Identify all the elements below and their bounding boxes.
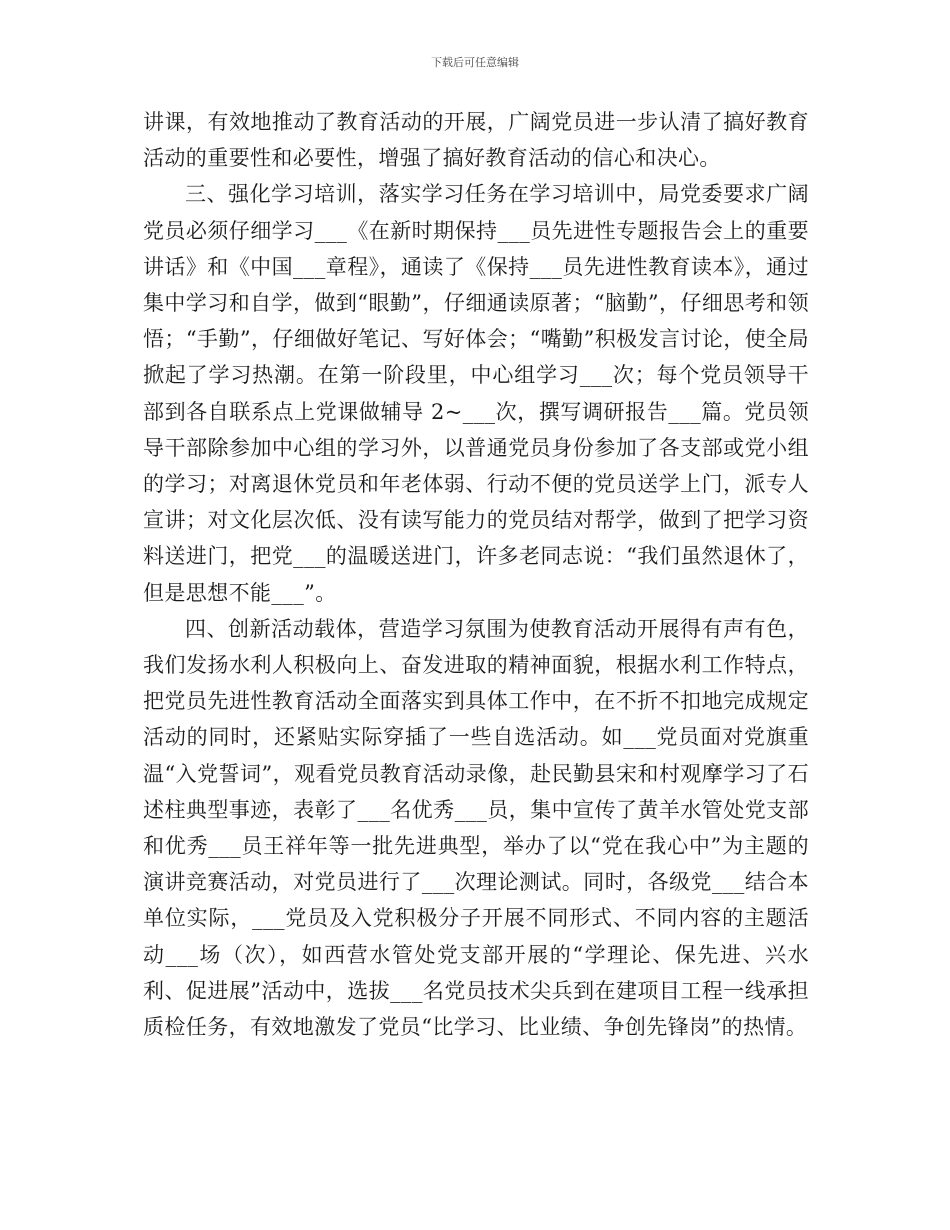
paragraph-study-training: 三、强化学习培训，落实学习任务在学习培训中，局党委要求广阔党员必须仔细学习___《在新时期保持___员先进性专题报告会上的重要讲话》和《中国___章程》，通读了《保持___员先进性教育读本》，通过集中学习和自学，做到“眼勤”，仔细通读原著；“脑勤”，仔细思考和领悟；“手勤”，仔细做好笔记、写好体会；“嘴勤”积极发言讨论，使全局掀起了学习热潮。在第一阶段里，中心组学习___次；每个党员领导干部到各自联系点上党课做辅导 2~___次，撰写调研报告___篇。党员领导干部除参加中心组的学习外，以普通党员身份参加了各支部或党小组的学习；对离退休党员和年老体弱、行动不便的党员送学上门，派专人宣讲；对文化层次低、没有读写能力的党员结对帮学，做到了把学习资料送进门，把党___的温暖送进门，许多老同志说：“我们虽然退休了，但是思想不能___”。 <box>143 182 809 605</box>
document-body <box>143 104 809 1045</box>
page-header: 下载后可任意编辑 <box>431 56 519 69</box>
paragraph-activity-innovation: 四、创新活动载体，营造学习氛围为使教育活动开展得有声有色，我们发扬水利人积极向上、奋发进取的精神面貌，根据水利工作特点，把党员先进性教育活动全面落实到具体工作中，在不折不扣地完成规定活动的同时，还紧贴实际穿插了一些自选活动。如___党员面对党旗重温“入党誓词”，观看党员教育活动录像，赴民勤县宋和村观摩学习了石述柱典型事迹，表彰了___名优秀___员，集中宣传了黄羊水管处党支部和优秀___员王祥年等一批先进典型，举办了以“党在我心中”为主题的演讲竞赛活动，对党员进行了___次理论测试。同时，各级党___结合本单位实际，___党员及入党积极分子开展不同形式、不同内容的主题活动___场（次），如西营水管处党支部开展的“学理论、保先进、兴水利、促进展”活动中，选拔___名党员技术尖兵到在建项目工程一线承担质检任务，有效地激发了党员“比学习、比业绩、争创先锋岗”的热情。 <box>143 616 809 1040</box>
paragraph-continuation: 讲课，有效地推动了教育活动的开展，广阔党员进一步认清了搞好教育活动的重要性和必要性，增强了搞好教育活动的信心和决心。 <box>143 110 809 171</box>
